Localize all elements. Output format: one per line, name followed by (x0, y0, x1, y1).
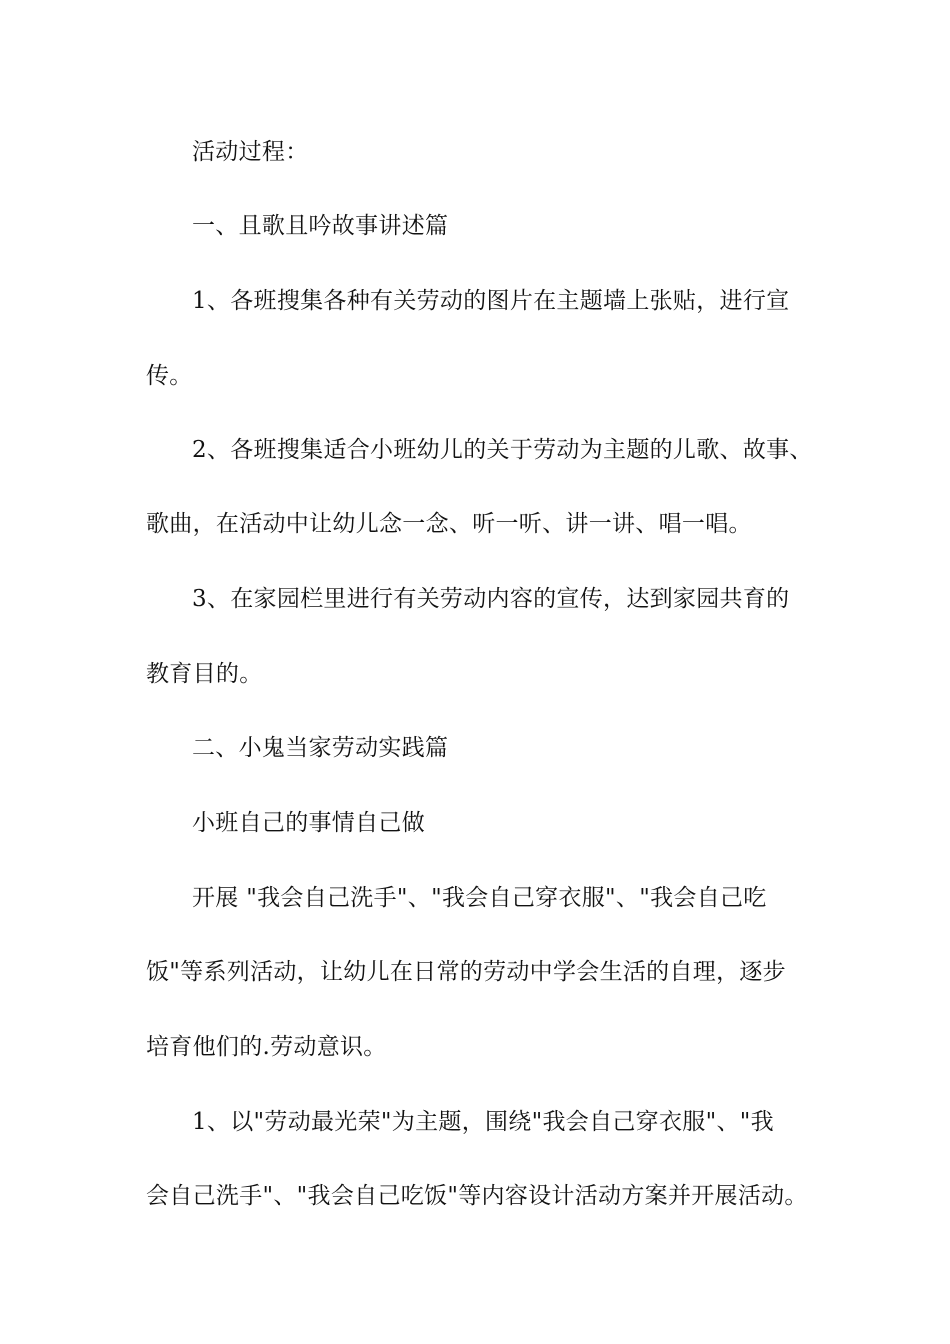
paragraph-line: 会自己洗手"、"我会自己吃饭"等内容设计活动方案并开展活动。 (146, 1183, 808, 1209)
paragraph-line: 3、在家园栏里进行有关劳动内容的宣传，达到家园共育的 (192, 586, 790, 612)
paragraph-line: 1、各班搜集各种有关劳动的图片在主题墙上张贴，进行宣 (192, 288, 790, 314)
subheading: 小班自己的事情自己做 (192, 810, 425, 836)
paragraph-line: 传。 (146, 363, 193, 389)
heading-activity-process: 活动过程： (192, 139, 309, 165)
section-heading-2: 二、小鬼当家劳动实践篇 (192, 735, 449, 761)
paragraph-line: 教育目的。 (146, 661, 263, 687)
paragraph-line: 1、以"劳动最光荣"为主题，围绕"我会自己穿衣服"、"我 (192, 1109, 774, 1135)
section-heading-1: 一、且歌且吟故事讲述篇 (192, 213, 449, 239)
paragraph-line: 饭"等系列活动，让幼儿在日常的劳动中学会生活的自理，逐步 (146, 959, 786, 985)
paragraph-line: 培育他们的.劳动意识。 (146, 1034, 387, 1060)
paragraph-line: 开展 "我会自己洗手"、"我会自己穿衣服"、"我会自己吃 (192, 885, 767, 911)
paragraph-line: 2、各班搜集适合小班幼儿的关于劳动为主题的儿歌、故事、 (192, 437, 813, 463)
paragraph-line: 歌曲，在活动中让幼儿念一念、听一听、讲一讲、唱一唱。 (146, 511, 752, 537)
